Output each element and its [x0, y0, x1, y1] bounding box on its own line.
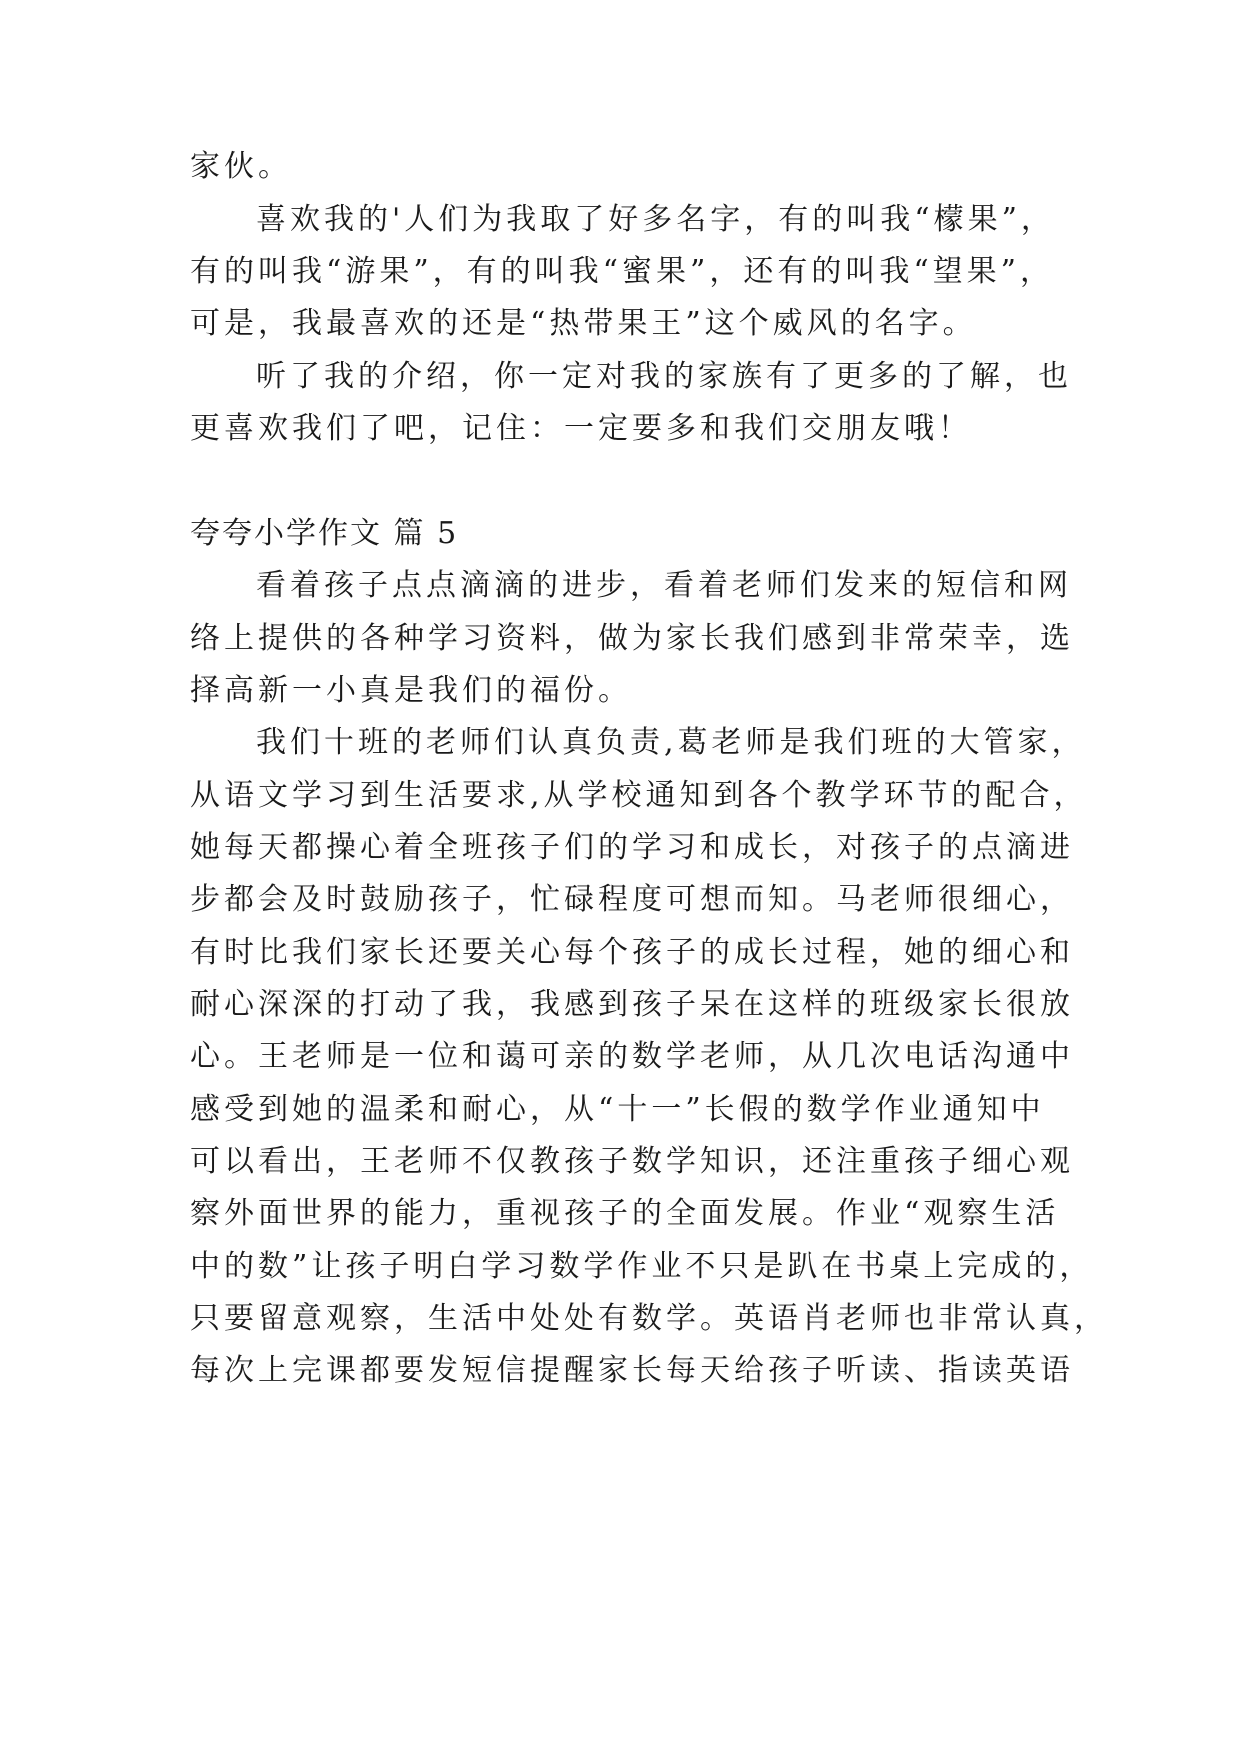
paragraph-line: 感受到她的温柔和耐心，从“十一”长假的数学作业通知中	[190, 1092, 1045, 1127]
paragraph-line: 心。王老师是一位和蔼可亲的数学老师，从几次电话沟通中	[190, 1039, 1074, 1074]
paragraph-line: 可是，我最喜欢的还是“热带果王”这个威风的名字。	[190, 306, 977, 341]
paragraph-line: 从语文学习到生活要求,从学校通知到各个教学环节的配合，	[190, 778, 1088, 813]
paragraph-line: 看着孩子点点滴滴的进步，看着老师们发来的短信和网	[256, 568, 1072, 603]
paragraph-line: 可以看出，王老师不仅教孩子数学知识，还注重孩子细心观	[190, 1144, 1074, 1179]
paragraph-line: 有的叫我“游果”，有的叫我“蜜果”，还有的叫我“望果”，	[190, 254, 1055, 289]
paragraph-line: 家伙。	[190, 149, 292, 184]
paragraph-line: 察外面世界的能力，重视孩子的全面发展。作业“观察生活	[190, 1196, 1060, 1231]
paragraph-line: 络上提供的各种学习资料，做为家长我们感到非常荣幸，选	[190, 621, 1074, 656]
paragraph-line: 耐心深深的打动了我，我感到孩子呆在这样的班级家长很放	[190, 987, 1074, 1022]
paragraph-line: 我们十班的老师们认真负责,葛老师是我们班的大管家，	[256, 725, 1086, 760]
paragraph-line: 她每天都操心着全班孩子们的学习和成长，对孩子的点滴进	[190, 830, 1074, 865]
section-title: 夸夸小学作文 篇 5	[190, 516, 459, 551]
paragraph-line: 有时比我们家长还要关心每个孩子的成长过程，她的细心和	[190, 935, 1074, 970]
paragraph-line: 听了我的介绍，你一定对我的家族有了更多的了解，也	[256, 359, 1072, 394]
paragraph-line: 更喜欢我们了吧，记住：一定要多和我们交朋友哦！	[190, 411, 972, 446]
paragraph-line: 每次上完课都要发短信提醒家长每天给孩子听读、指读英语	[190, 1353, 1074, 1388]
paragraph-line: 中的数”让孩子明白学习数学作业不只是趴在书桌上完成的，	[190, 1249, 1094, 1284]
paragraph-line: 择高新一小真是我们的福份。	[190, 673, 632, 708]
paragraph-line: 只要留意观察，生活中处处有数学。英语肖老师也非常认真，	[190, 1301, 1108, 1336]
paragraph-line: 步都会及时鼓励孩子，忙碌程度可想而知。马老师很细心，	[190, 882, 1074, 917]
paragraph-line: 喜欢我的'人们为我取了好多名字，有的叫我“檬果”，	[256, 202, 1055, 237]
